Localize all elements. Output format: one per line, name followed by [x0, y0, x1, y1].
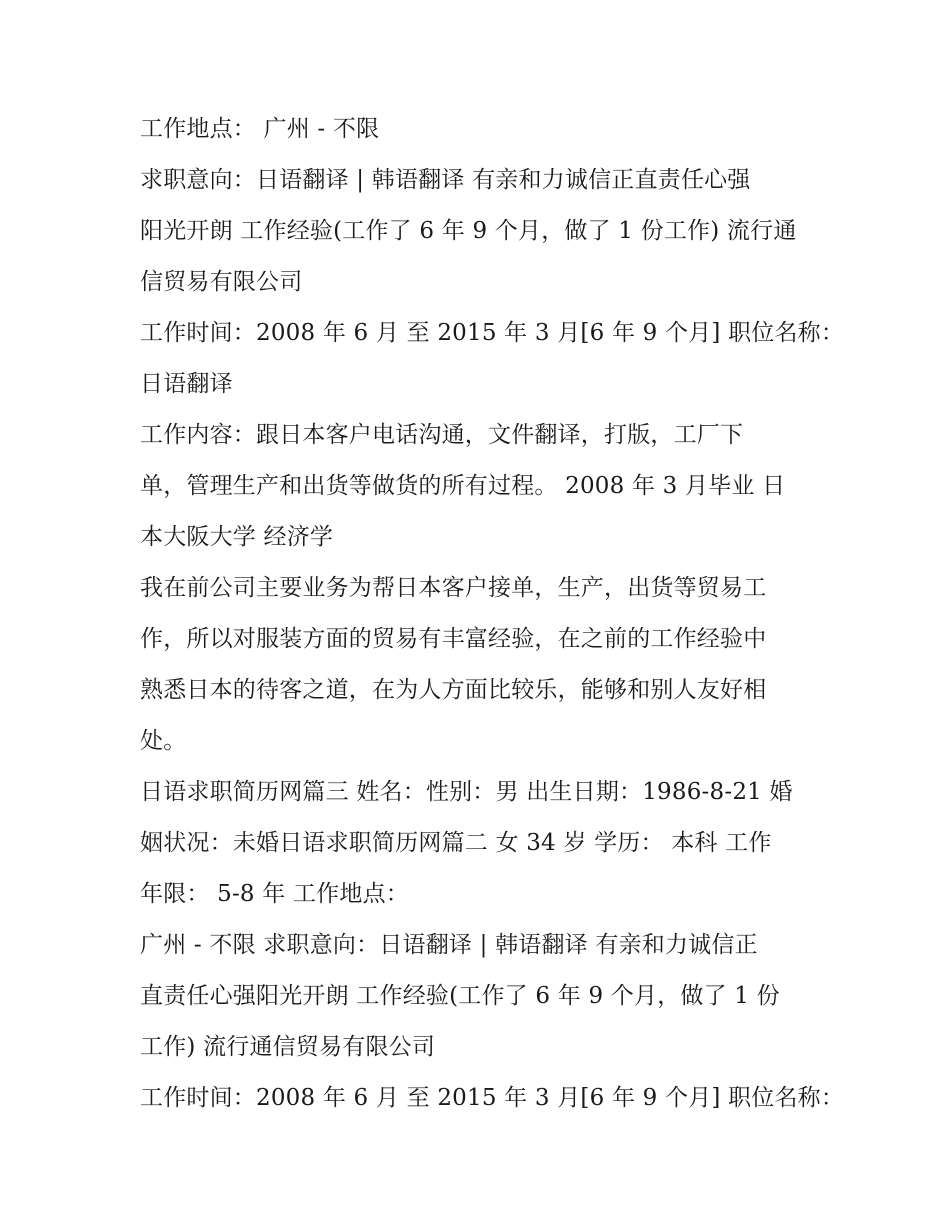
text-line: 日语求职简历网篇三 姓名：性别：男 出生日期：1986-8-21 婚 [140, 779, 793, 805]
text-line: 我在前公司主要业务为帮日本客户接单，生产，出货等贸易工 [140, 575, 767, 601]
text-line: 日语翻译 [140, 371, 233, 397]
text-line: 熟悉日本的待客之道，在为人方面比较乐，能够和别人友好相 [140, 677, 767, 703]
text-line: 年限： 5-8 年 工作地点： [140, 881, 409, 907]
text-line: 工作时间：2008 年 6 月 至 2015 年 3 月[6 年 9 个月] 职位名称： [140, 1085, 845, 1111]
text-line: 求职意向：日语翻译 | 韩语翻译 有亲和力诚信正直责任心强 [140, 167, 751, 193]
text-line: 直责任心强阳光开朗 工作经验(工作了 6 年 9 个月，做了 1 份 [140, 983, 780, 1009]
text-line: 本大阪大学 经济学 [140, 524, 334, 550]
text-line: 工作时间：2008 年 6 月 至 2015 年 3 月[6 年 9 个月] 职位名称： [140, 320, 845, 346]
text-line: 作，所以对服装方面的贸易有丰富经验，在之前的工作经验中 [140, 626, 767, 652]
text-line: 工作地点： 广州 - 不限 [140, 116, 380, 142]
text-line: 广州 - 不限 求职意向：日语翻译 | 韩语翻译 有亲和力诚信正 [140, 932, 758, 958]
document-body [140, 104, 845, 1124]
text-line: 单，管理生产和出货等做货的所有过程。 2008 年 3 月毕业 日 [140, 473, 786, 499]
text-line: 工作) 流行通信贸易有限公司 [140, 1034, 436, 1060]
text-line: 姻状况：未婚日语求职简历网篇二 女 34 岁 学历： 本科 工作 [140, 830, 772, 856]
text-line: 信贸易有限公司 [140, 269, 303, 295]
text-line: 阳光开朗 工作经验(工作了 6 年 9 个月，做了 1 份工作) 流行通 [140, 218, 797, 244]
text-line: 工作内容：跟日本客户电话沟通，文件翻译，打版，工厂下 [140, 422, 744, 448]
text-line: 处。 [140, 728, 187, 754]
